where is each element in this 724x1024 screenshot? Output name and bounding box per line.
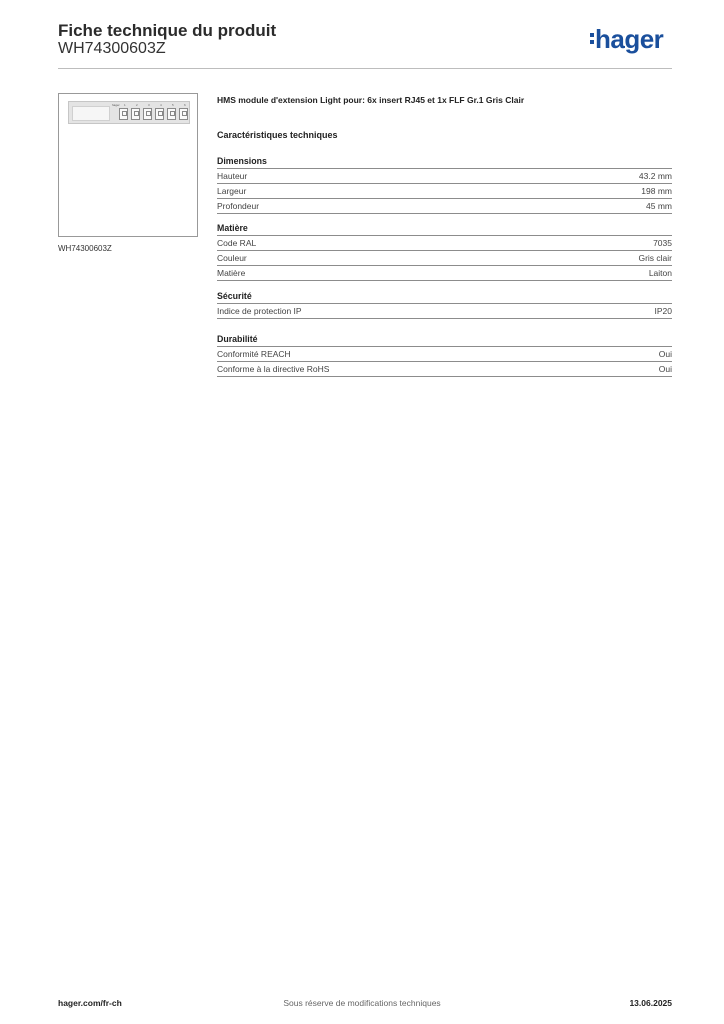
spec-value: IP20: [654, 306, 672, 316]
rj45-port-icon: [143, 108, 152, 120]
spec-group-durability: [217, 332, 672, 377]
spec-group-title: Sécurité: [217, 289, 672, 304]
spec-label: Conformité REACH: [217, 349, 291, 359]
port-number: 1: [124, 103, 126, 107]
product-name: HMS module d'extension Light pour: 6x insert RJ45 et 1x FLF Gr.1 Gris Clair: [217, 95, 525, 105]
spec-label: Profondeur: [217, 201, 260, 211]
port-number: 6: [184, 103, 186, 107]
spec-value: 7035: [653, 238, 672, 248]
spec-group-title: Dimensions: [217, 154, 672, 169]
logo-text: hager: [595, 24, 664, 54]
spec-value: Gris clair: [638, 253, 672, 263]
spec-label: Conforme à la directive RoHS: [217, 364, 330, 374]
spec-row: [217, 236, 672, 251]
spec-label: Matière: [217, 268, 246, 278]
spec-group-title: Durabilité: [217, 332, 672, 347]
footer-website: hager.com/fr-ch: [58, 998, 122, 1008]
port-number: 4: [160, 103, 162, 107]
rj45-port-icon: [155, 108, 164, 120]
spec-row: [217, 304, 672, 319]
product-image-caption: WH74300603Z: [58, 244, 112, 253]
extension-module-illustration: [68, 101, 190, 124]
product-image: [58, 93, 198, 237]
rj45-port-icon: [179, 108, 188, 120]
spec-row: [217, 362, 672, 377]
spec-label: Hauteur: [217, 171, 248, 181]
spec-row: [217, 184, 672, 199]
rj45-port-icon: [167, 108, 176, 120]
spec-group-title: Matière: [217, 221, 672, 236]
specs-title: Caractéristiques techniques: [217, 130, 338, 140]
rj45-port-icon: [119, 108, 128, 120]
spec-label: Code RAL: [217, 238, 257, 248]
spec-group-material: [217, 221, 672, 281]
logo-colon-icon: [590, 33, 594, 47]
spec-value: 43.2 mm: [638, 171, 672, 181]
spec-group-security: [217, 289, 672, 319]
spec-row: [217, 169, 672, 184]
spec-value: Laiton: [648, 268, 672, 278]
header-divider: [58, 68, 672, 69]
footer-notice: Sous réserve de modifications techniques: [283, 998, 441, 1008]
module-brand-label: hager: [112, 103, 120, 107]
spec-label: Largeur: [217, 186, 247, 196]
port-number: 2: [136, 103, 138, 107]
spec-group-dimensions: [217, 154, 672, 214]
spec-label: Couleur: [217, 253, 247, 263]
spec-row: [217, 251, 672, 266]
product-code: WH74300603Z: [58, 40, 166, 57]
port-number: 5: [172, 103, 174, 107]
document-title: Fiche technique du produit: [58, 21, 277, 40]
spec-label: Indice de protection IP: [217, 306, 302, 316]
spec-row: [217, 199, 672, 214]
spec-row: [217, 347, 672, 362]
rj45-port-icon: [131, 108, 140, 120]
spec-value: Oui: [658, 349, 672, 359]
blank-cover: [72, 106, 110, 121]
spec-value: Oui: [658, 364, 672, 374]
spec-row: [217, 266, 672, 281]
spec-value: 45 mm: [646, 201, 672, 211]
spec-value: 198 mm: [641, 186, 672, 196]
hager-logo: [590, 24, 663, 55]
footer-date: 13.06.2025: [629, 998, 672, 1008]
port-number: 3: [148, 103, 150, 107]
